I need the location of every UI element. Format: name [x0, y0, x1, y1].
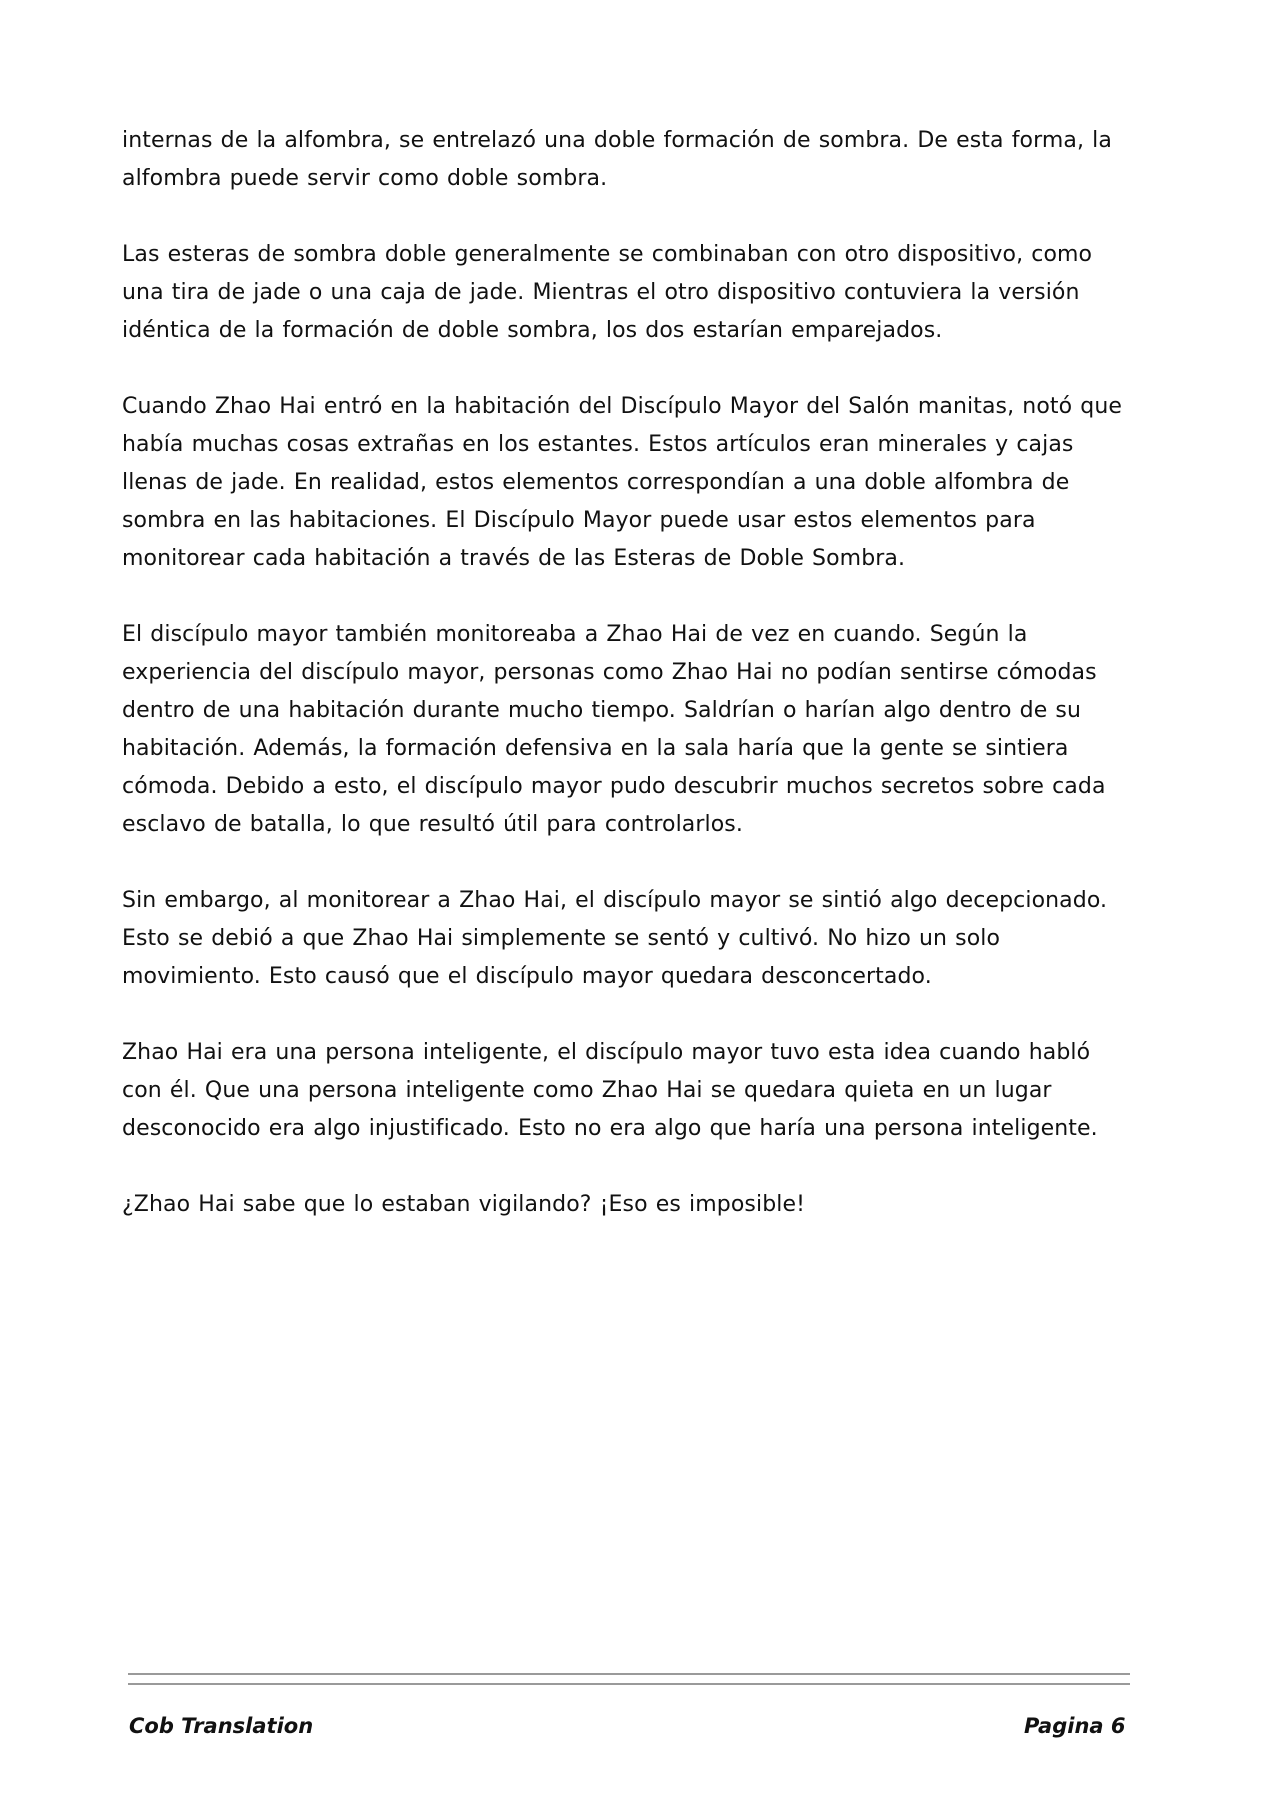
body-text — [122, 122, 1132, 1262]
paragraph-5: Sin embargo, al monitorear a Zhao Hai, el discípulo mayor se sintió algo decepcionado. Esto se debió a que Zhao Hai simplemente se sentó y cultivó. No hizo un solo movimiento. Esto causó que el discípulo mayor quedara desconcertado. — [122, 888, 1108, 989]
footer-divider-top — [128, 1673, 1130, 1675]
paragraph-6: Zhao Hai era una persona inteligente, el discípulo mayor tuvo esta idea cuando habló con él. Que una persona inteligente como Zhao Hai se quedara quieta en un lugar desconocido era algo injustificado. Esto no era algo que haría una persona inteligente. — [122, 1040, 1098, 1141]
footer-page-number: Pagina 6 — [1024, 1714, 1126, 1738]
paragraph-4: El discípulo mayor también monitoreaba a Zhao Hai de vez en cuando. Según la experiencia del discípulo mayor, personas como Zhao Hai no podían sentirse cómodas dentro de una habitación durante mucho tiempo. Saldrían o harían algo dentro de su habitación. Además, la formación defensiva en la sala haría que la gente se sintiera cómoda. Debido a esto, el discípulo mayor pudo descubrir muchos secretos sobre cada esclavo de batalla, lo que resultó útil para controlarlos. — [122, 622, 1106, 837]
paragraph-7: ¿Zhao Hai sabe que lo estaban vigilando? ¡Eso es imposible! — [122, 1192, 806, 1217]
footer-translator-name: Cob Translation — [129, 1714, 314, 1738]
paragraph-1: internas de la alfombra, se entrelazó una doble formación de sombra. De esta forma, la alfombra puede servir como doble sombra. — [122, 128, 1112, 191]
footer-divider-bottom — [128, 1683, 1130, 1685]
paragraph-2: Las esteras de sombra doble generalmente se combinaban con otro dispositivo, como una tira de jade o una caja de jade. Mientras el otro dispositivo contuviera la versión idéntica de la formación de doble sombra, los dos estarían emparejados. — [122, 242, 1093, 343]
paragraph-3: Cuando Zhao Hai entró en la habitación del Discípulo Mayor del Salón manitas, notó que había muchas cosas extrañas en los estantes. Estos artículos eran minerales y cajas llenas de jade. En realidad, estos elementos correspondían a una doble alfombra de sombra en las habitaciones. El Discípulo Mayor puede usar estos elementos para monitorear cada habitación a través de las Esteras de Doble Sombra. — [122, 394, 1123, 571]
